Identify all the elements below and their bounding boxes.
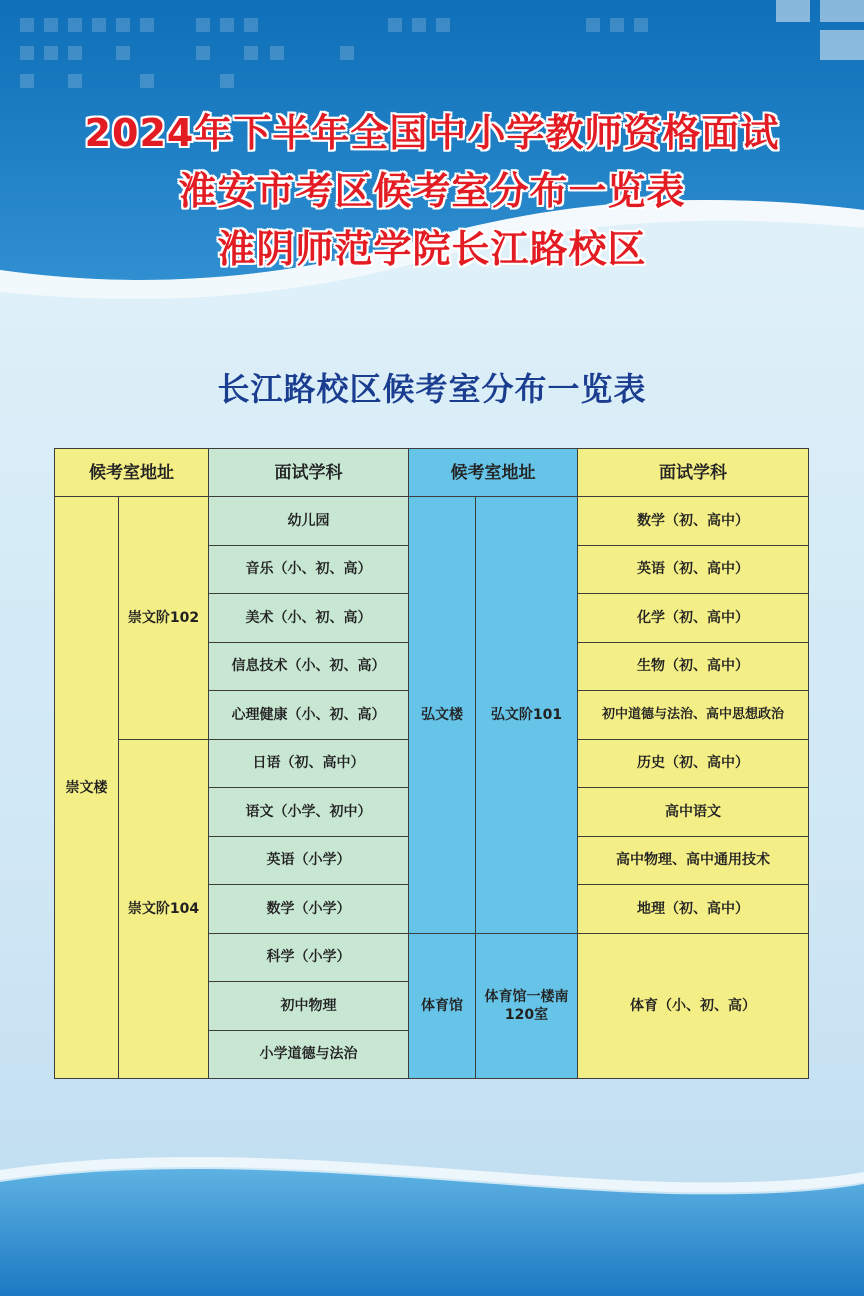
right-subject-cell: 初中道德与法治、高中思想政治 <box>578 691 809 740</box>
right-subject-cell: 高中物理、高中通用技术 <box>578 836 809 885</box>
left-subject-cell: 信息技术（小、初、高） <box>209 642 409 691</box>
header-room-address-right: 候考室地址 <box>409 449 578 497</box>
right-subject-cell: 体育（小、初、高） <box>578 933 809 1079</box>
header-room-address-left: 候考室地址 <box>55 449 209 497</box>
building-chongwen: 崇文楼 <box>55 497 119 1079</box>
poster-title-line-3: 淮阴师范学院长江路校区 <box>217 227 647 271</box>
room-chongwen-104: 崇文阶104 <box>119 739 209 1079</box>
right-subject-cell: 数学（初、高中） <box>578 497 809 546</box>
left-subject-cell: 音乐（小、初、高） <box>209 545 409 594</box>
room-gym-120: 体育馆一楼南120室 <box>476 933 578 1079</box>
table-header-row <box>55 449 809 497</box>
left-subject-cell: 美术（小、初、高） <box>209 594 409 643</box>
header-subject-right: 面试学科 <box>578 449 809 497</box>
poster-title-line-1: 2024年下半年全国中小学教师资格面试 <box>84 111 780 155</box>
right-subject-cell: 生物（初、高中） <box>578 642 809 691</box>
left-subject-cell: 小学道德与法治 <box>209 1030 409 1079</box>
left-subject-cell: 心理健康（小、初、高） <box>209 691 409 740</box>
waiting-room-table <box>54 448 809 1079</box>
poster-title-line-2: 淮安市考区候考室分布一览表 <box>178 169 686 213</box>
right-subject-cell: 英语（初、高中） <box>578 545 809 594</box>
left-subject-cell: 日语（初、高中） <box>209 739 409 788</box>
building-gym: 体育馆 <box>409 933 476 1079</box>
left-subject-cell: 语文（小学、初中） <box>209 788 409 837</box>
table-title: 长江路校区候考室分布一览表 <box>217 370 647 408</box>
right-subject-cell: 高中语文 <box>578 788 809 837</box>
table-row <box>55 497 809 546</box>
room-hongwen-101: 弘文阶101 <box>476 497 578 934</box>
left-subject-cell: 初中物理 <box>209 982 409 1031</box>
left-subject-cell: 数学（小学） <box>209 885 409 934</box>
right-subject-cell: 历史（初、高中） <box>578 739 809 788</box>
room-chongwen-102: 崇文阶102 <box>119 497 209 740</box>
left-subject-cell: 英语（小学） <box>209 836 409 885</box>
left-subject-cell: 科学（小学） <box>209 933 409 982</box>
building-hongwen: 弘文楼 <box>409 497 476 934</box>
right-subject-cell: 化学（初、高中） <box>578 594 809 643</box>
header-subject-left: 面试学科 <box>209 449 409 497</box>
right-subject-cell: 地理（初、高中） <box>578 885 809 934</box>
left-subject-cell: 幼儿园 <box>209 497 409 546</box>
